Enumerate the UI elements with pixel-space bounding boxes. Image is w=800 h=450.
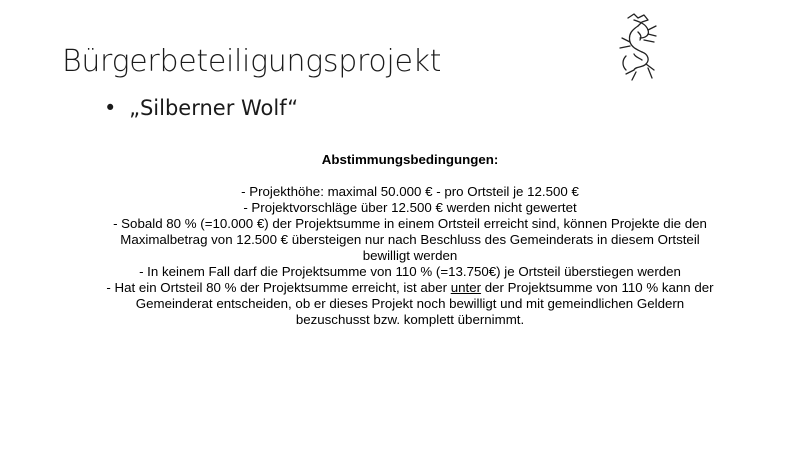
condition-text-end: der Projektsumme von 110 % kann der Gemeinderat entscheiden, ob er dieses Projekt noch bewilligt und mit gemeindlichen Geldern bezuschusst bzw. komplett übernimmt. bbox=[135, 280, 714, 327]
bullet-text: „Silberner Wolf“ bbox=[129, 96, 299, 120]
condition-item: - Sobald 80 % (=10.000 €) der Projektsumme in einem Ortsteil erreicht sind, können Projekte die den Maximalbetrag von 12.500 € übersteigen nur nach Beschluss des Gemeinderats in diesem Ortsteil bewilligt werden bbox=[113, 216, 707, 263]
voting-conditions bbox=[100, 152, 720, 328]
bullet-item bbox=[104, 96, 298, 120]
condition-item: - Projektvorschläge über 12.500 € werden nicht gewertet bbox=[243, 200, 577, 215]
bullet-marker: • bbox=[104, 96, 117, 120]
underlined-word: unter bbox=[450, 280, 482, 295]
condition-item: - In keinem Fall darf die Projektsumme von 110 % (=13.750€) je Ortsteil überstiegen werden bbox=[139, 264, 681, 279]
condition-item bbox=[100, 280, 720, 328]
condition-item: - Projekthöhe: maximal 50.000 € - pro Ortsteil je 12.500 € bbox=[241, 184, 579, 199]
condition-text-start: - Hat ein Ortsteil 80 % der Projektsumme erreicht, ist aber bbox=[106, 280, 451, 295]
conditions-heading: Abstimmungsbedingungen: bbox=[321, 152, 499, 167]
heraldic-panther-crest-icon bbox=[614, 12, 660, 82]
slide-title: Bürgerbeteiligungsprojekt bbox=[62, 44, 442, 79]
